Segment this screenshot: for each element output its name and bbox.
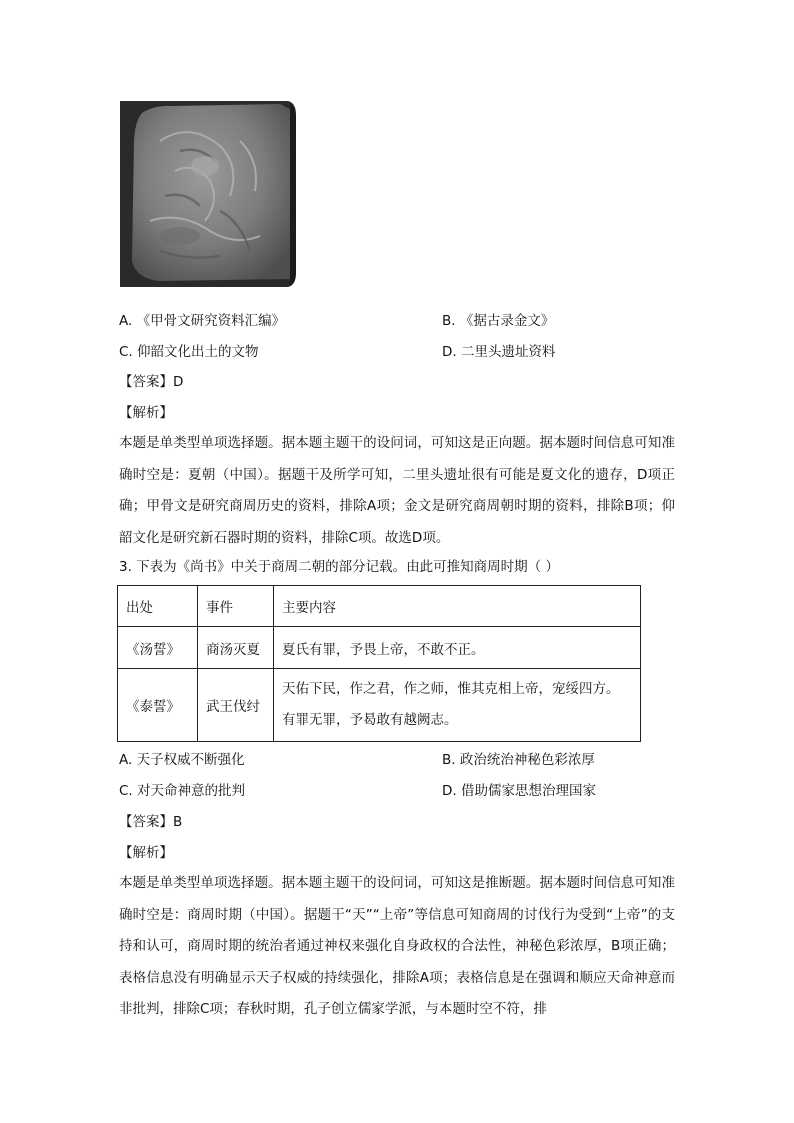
- artifact-photo: [120, 101, 304, 287]
- content-line: 有罪无罪，予曷敢有越阙志。: [282, 712, 458, 728]
- analysis-label: 【解析】: [119, 405, 173, 421]
- table-row: [118, 669, 641, 742]
- cell-event: 商汤灭夏: [198, 627, 274, 669]
- header-content: 主要内容: [274, 586, 641, 627]
- option-d: D. 借助儒家思想治理国家: [442, 783, 596, 799]
- option-a: A. 天子权威不断强化: [119, 752, 245, 768]
- analysis-label: 【解析】: [119, 845, 173, 861]
- cell-event: 武王伐纣: [198, 669, 274, 742]
- header-source: 出处: [118, 586, 198, 627]
- cell-source: 《汤誓》: [118, 627, 198, 669]
- option-b: B. 《据古录金文》: [442, 313, 555, 329]
- answer-label: 【答案】B: [119, 814, 183, 830]
- cell-content: [274, 627, 641, 669]
- option-c: C. 对天命神意的批判: [119, 783, 246, 799]
- analysis-text: 本题是单类型单项选择题。据本题主题干的设问词，可知这是推断题。据本题时间信息可知准确时空是：商周时期（中国）。据题干“天”“上帝”等信息可知商周的讨伐行为受到“上帝”的支持和认可，商周时期的统治者通过神权来强化自身政权的合法性，神秘色彩浓厚，B项正确；表格信息没有明确显示天子权威的持续强化，排除A项；表格信息是在强调和顺应天命神意而非批判，排除C项；春秋时期，孔子创立儒家学派，与本题时空不符，排: [119, 875, 675, 1017]
- table-row: [118, 627, 641, 669]
- option-c: C. 仰韶文化出土的文物: [119, 344, 259, 360]
- source-table: [117, 585, 641, 742]
- answer-label: 【答案】D: [119, 374, 184, 390]
- question-stem: 3. 下表为《尚书》中关于商周二朝的部分记载。由此可推知商周时期（ ）: [119, 559, 559, 575]
- cell-source: 《泰誓》: [118, 669, 198, 742]
- table-header-row: [118, 586, 641, 627]
- content-line: 天佑下民，作之君，作之师，惟其克相上帝，宠绥四方。: [282, 681, 620, 697]
- cell-content: [274, 669, 641, 742]
- analysis-text: 本题是单类型单项选择题。据本题主题干的设问词，可知这是正向题。据本题时间信息可知准确时空是：夏朝（中国）。据题干及所学可知，二里头遗址很有可能是夏文化的遗存，D项正确；甲骨文是研究商周历史的资料，排除A项；金文是研究商周朝时期的资料，排除B项；仰韶文化是研究新石器时期的资料，排除C项。故选D项。: [119, 435, 675, 546]
- header-event: 事件: [198, 586, 274, 627]
- option-b: B. 政治统治神秘色彩浓厚: [442, 752, 595, 768]
- option-d: D. 二里头遗址资料: [442, 344, 556, 360]
- option-a: A. 《甲骨文研究资料汇编》: [119, 313, 286, 329]
- content-line: 夏氏有罪，予畏上帝，不敢不正。: [282, 641, 485, 658]
